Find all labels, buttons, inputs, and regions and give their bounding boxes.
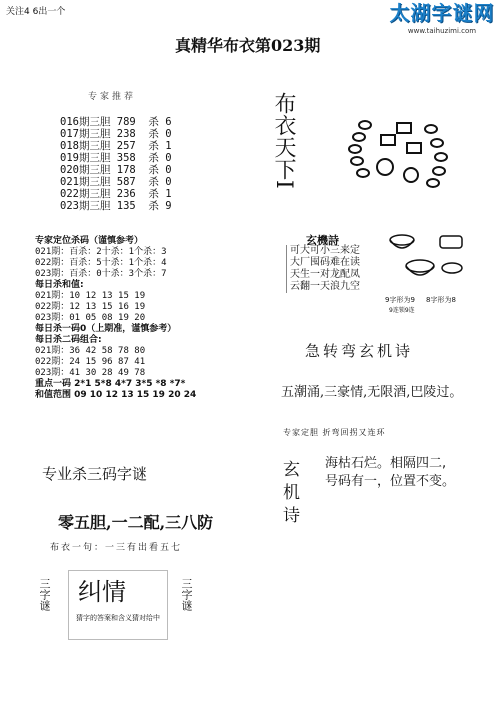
riddle-word: 纠情 [78, 578, 126, 606]
daily-kill-row: 021期：10 12 13 15 19 [35, 291, 146, 301]
jizhuan-title: 急转弯玄机诗 [305, 342, 414, 360]
bowls-illustration [380, 228, 470, 293]
two-code-title: 每日杀二码组合: [35, 335, 102, 345]
pattern-shape [377, 159, 393, 175]
position-kill-row: 022期：百杀：5十杀：1个杀：4 [35, 258, 167, 268]
position-kill-row: 023期：百杀：0十杀：3个杀：7 [35, 269, 167, 279]
expert-verdict: 专家定胆 折弯回拐又连环 [283, 428, 386, 437]
pattern-shape [397, 123, 411, 133]
pattern-shape [349, 145, 361, 153]
poem-line: 云翻一天浪九空 [290, 281, 360, 292]
cloth-note: 布衣一句：一三有出看五七 [50, 543, 183, 553]
daily-kill-title: 每日杀和值: [35, 280, 84, 290]
rec-row: 019期三胆 358 杀 0 [60, 152, 172, 164]
position-kill-title: 专家定位杀码（谨慎参考） [35, 236, 144, 246]
pattern-shape [435, 153, 447, 161]
poem-line: 可大可小三来定 [290, 245, 360, 256]
bowl-icon [442, 263, 462, 273]
pattern-shape [425, 125, 437, 133]
sum-range-row: 和值范围 09 10 12 13 15 19 20 24 [35, 390, 197, 400]
site-logo[interactable] [388, 0, 496, 40]
daily-kill-row: 023期：01 05 08 19 20 [35, 313, 146, 323]
cloth-vertical-title: 布衣天下I [271, 92, 296, 189]
rec-row: 021期三胆 587 杀 0 [60, 176, 172, 188]
two-code-row: 022期：24 15 96 87 41 [35, 357, 146, 367]
riddle-poem-line: 号码有一，位置不变。 [325, 474, 456, 489]
jizhuan-line: 五潮涌,三豪情,无限酒,巴陵过。 [281, 385, 463, 400]
expert-rec-title: 专家推荐 [88, 92, 137, 102]
poem-line: 天生一对龙配凤 [290, 269, 360, 280]
logo-name: 太湖字谜网 [389, 1, 495, 25]
logo-url: www.taihuzimi.com [407, 27, 477, 35]
xuanji-poem [286, 245, 360, 293]
pattern-shape [351, 157, 363, 165]
pattern-shape [431, 139, 443, 147]
xuanji-vertical-label: 玄机诗 [279, 460, 299, 529]
left-data-block [35, 236, 196, 401]
kill-three-title: 专业杀三码字谜 [42, 465, 148, 483]
two-code-row: 021期：36 42 58 78 80 [35, 346, 146, 356]
riddle-hint: 猜字的答案和含义猜对给中 [76, 614, 160, 622]
riddle-poem-line: 海枯石烂。相隔四二, [325, 456, 447, 471]
poem-line: 大厂囤码难在读 [290, 257, 360, 268]
rec-row: 017期三胆 238 杀 0 [60, 128, 172, 140]
bowl-icon [406, 266, 434, 275]
pattern-shape [357, 169, 369, 177]
rec-row: 022期三胆 236 杀 1 [60, 188, 172, 200]
nine-sub-label: 9连锁9连 [389, 307, 415, 314]
xuanji-poem-title: 玄機詩 [306, 234, 339, 247]
position-kill-row: 021期：百杀：2十杀：1个杀：3 [35, 247, 167, 257]
pattern-shape [407, 143, 421, 153]
pattern-shape [353, 133, 365, 141]
riddle-poem [325, 455, 455, 491]
pattern-shape [359, 121, 371, 129]
bowl-icon [390, 240, 414, 248]
top-note: 关注4 6出一个 [6, 7, 66, 17]
pattern-shape [404, 168, 418, 182]
rec-row: 016期三胆 789 杀 6 [60, 116, 172, 128]
box-icon [440, 236, 462, 248]
page-title: 真精华布衣第023期 [175, 36, 321, 55]
rec-row: 023期三胆 135 杀 9 [60, 200, 172, 212]
pattern-shape [433, 167, 445, 175]
pattern-illustration [345, 115, 455, 195]
rec-row: 020期三胆 178 杀 0 [60, 164, 172, 176]
daily-kill-row: 022期：12 13 15 16 19 [35, 302, 146, 312]
pattern-shape [427, 179, 439, 187]
rec-row: 018期三胆 257 杀 1 [60, 140, 172, 152]
pattern-shape [381, 135, 395, 145]
one-code-title: 每日杀一码0（上期准，谨慎参考） [35, 324, 177, 334]
eight-shape-label: 8字形为8 [426, 296, 456, 304]
two-code-row: 023期：41 30 28 49 78 [35, 368, 146, 378]
kill-main-line: 零五胆,一二配,三八防 [58, 513, 214, 532]
riddle-left-label: 三字谜 [38, 578, 51, 611]
nine-shape-label: 9字形为9 [385, 296, 415, 304]
riddle-right-label: 三字谜 [180, 578, 193, 611]
key-point-row: 重点一码 2*1 5*8 4*7 3*5 *8 *7* [35, 379, 186, 389]
